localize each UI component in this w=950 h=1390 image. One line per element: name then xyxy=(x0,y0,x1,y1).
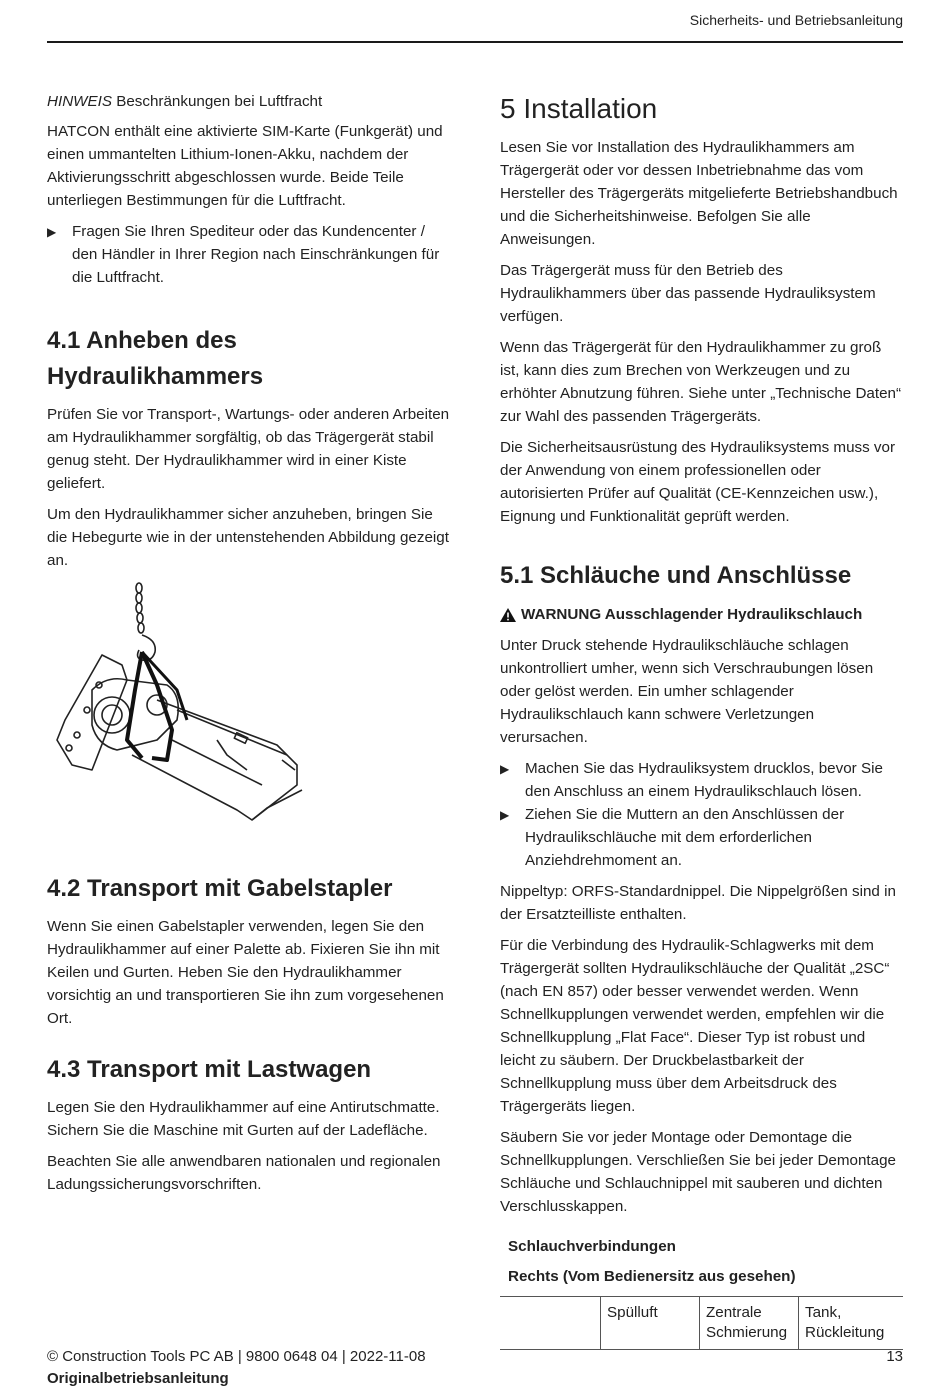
footer-doc-type: Originalbetriebsanleitung xyxy=(47,1370,229,1387)
triangle-bullet-icon: ▶ xyxy=(500,808,510,822)
table-row xyxy=(500,1297,903,1350)
notice-title-text: Beschränkungen bei Luftfracht xyxy=(111,93,323,110)
warning-title-text: WARNUNG Ausschlagender Hydraulikschlauch xyxy=(521,606,863,623)
page-number: 13 xyxy=(886,1348,903,1365)
header-title: Sicherheits- und Betriebsanleitung xyxy=(689,12,903,28)
notice-title xyxy=(47,90,452,113)
notice-bullet-text: Fragen Sie Ihren Spediteur oder das Kundencenter / den Händler in Ihrer Region nach Einschränkungen für die Luftfracht. xyxy=(72,223,440,286)
warning-title xyxy=(500,604,903,626)
warning-bullet-1 xyxy=(500,757,903,803)
section-5-paragraph-1: Lesen Sie vor Installation des Hydraulikhammers am Trägergerät oder vor dessen Inbetriebnahme das vom Hersteller des Trägergeräts mitgelieferte Betriebshandbuch und die Sicherheitshinweise. Befolgen Sie alle Anweisungen. xyxy=(500,139,898,248)
table-cell: Zentrale Schmierung xyxy=(700,1297,799,1350)
nipple-type-paragraph: Nippeltyp: ORFS-Standardnippel. Die Nippelgrößen sind in der Ersatzteilliste enthalten. xyxy=(500,883,896,923)
footer-copyright: © Construction Tools PC AB | 9800 0648 04 | 2022-11-08 xyxy=(47,1348,426,1365)
section-5-paragraph-4: Die Sicherheitsausrüstung des Hydrauliksystems muss vor der Anwendung von einem professionellen oder autorisierten Prüfer auf Qualität (CE-Kennzeichen usw.), Eignung und Funktionalität geprüft werden. xyxy=(500,439,896,525)
hammer-lifting-illustration xyxy=(47,580,317,840)
notice-body: HATCON enthält eine aktivierte SIM-Karte (Funkgerät) und einen ummantelten Lithium-Ionen-Akku, nachdem der Aktivierungsschritt abgeschlossen wurde. Beide Teile unterliegen Bestimmungen für die Luftfracht. xyxy=(47,123,443,209)
section-5-paragraph-2: Das Trägergerät muss für den Betrieb des Hydraulikhammers über das passende Hydrauliksystem verfügen. xyxy=(500,262,876,325)
table-subtitle: Rechts (Vom Bedienersitz aus gesehen) xyxy=(508,1268,796,1285)
section-4-1-paragraph-1: Prüfen Sie vor Transport-, Wartungs- oder anderen Arbeiten am Hydraulikhammer sorgfältig, ob das Trägergerät stabil genug steht. Der Hydraulikhammer wird in einer Kiste geliefert. xyxy=(47,406,450,492)
left-column xyxy=(47,90,452,1204)
hose-connections-table xyxy=(500,1296,903,1350)
section-4-1-paragraph-2: Um den Hydraulikhammer sicher anzuheben, bringen Sie die Hebegurte wie in der untenstehenden Abbildung gezeigt an. xyxy=(47,506,449,569)
footer-left xyxy=(47,1346,426,1390)
table-cell: Tank, Rückleitung xyxy=(799,1297,904,1350)
warning-bullet-1-text: Machen Sie das Hydrauliksystem drucklos, bevor Sie den Anschluss an einem Hydraulikschlauch lösen. xyxy=(525,760,883,800)
section-5-paragraph-3: Wenn das Trägergerät für den Hydraulikhammer zu groß ist, kann dies zum Brechen von Werkzeugen und zu erhöhter Abnutzung führen. Siehe unter „Technische Daten“ zur Wahl des passenden Trägergeräts. xyxy=(500,339,902,425)
section-4-2-heading: 4.2 Transport mit Gabelstapler xyxy=(47,875,393,902)
section-4-3-paragraph-2: Beachten Sie alle anwendbaren nationalen und regionalen Ladungssicherungsvorschriften. xyxy=(47,1153,441,1193)
section-4-2-paragraph: Wenn Sie einen Gabelstapler verwenden, legen Sie den Hydraulikhammer auf einer Palette ab. Fixieren Sie ihn mit Keilen und Gurten. Heben Sie den Hydraulikhammer vorsichtig an und transportieren Sie ihn zum vorgesehenen Ort. xyxy=(47,918,444,1027)
section-4-3-paragraph-1: Legen Sie den Hydraulikhammer auf eine Antirutschmatte. Sichern Sie die Maschine mit Gurten auf der Ladefläche. xyxy=(47,1099,440,1139)
section-4-1-heading: 4.1 Anheben des Hydraulikhammers xyxy=(47,327,264,390)
triangle-bullet-icon: ▶ xyxy=(500,762,510,776)
section-5-1-heading: 5.1 Schläuche und Anschlüsse xyxy=(500,562,852,589)
warning-bullet-2-text: Ziehen Sie die Muttern an den Anschlüssen der Hydraulikschläuche mit dem erforderlichen Anziehdrehmoment an. xyxy=(525,806,845,869)
table-cell: Spülluft xyxy=(601,1297,700,1350)
page-header xyxy=(47,0,903,43)
hose-connection-paragraph: Für die Verbindung des Hydraulik-Schlagwerks mit dem Trägergerät sollten Hydraulikschläuche der Qualität „2SC“ (nach EN 857) oder besser verwendet werden. Wenn Schnellkupplungen verwendet werden, empfehlen wir die Schnellkupplung „Flat Face“. Dieser Typ ist robust und leicht zu säubern. Der Druckbelastbarkeit der Schnellkupplung muss über dem Arbeitsdruck des Trägergeräts liegen. xyxy=(500,937,890,1115)
section-4-3-heading: 4.3 Transport mit Lastwagen xyxy=(47,1056,372,1083)
right-column xyxy=(500,90,903,1350)
section-5-heading: 5 Installation xyxy=(500,93,658,124)
cleaning-paragraph: Säubern Sie vor jeder Montage oder Demontage die Schnellkupplungen. Verschließen Sie bei jeder Demontage Schläuche und Schlauchnippel mit sauberen und dichten Verschlusskappen. xyxy=(500,1129,896,1215)
triangle-bullet-icon: ▶ xyxy=(47,225,57,239)
table-title: Schlauchverbindungen xyxy=(508,1238,676,1255)
warning-body: Unter Druck stehende Hydraulikschläuche schlagen unkontrolliert umher, wenn sich Verschraubungen lösen oder gelöst werden. Ein umher schlagender Hydraulikschlauch kann schwere Verletzungen verursachen. xyxy=(500,637,874,746)
warning-bullet-2 xyxy=(500,803,903,872)
notice-bullet xyxy=(47,220,452,289)
warning-triangle-icon xyxy=(500,608,516,622)
table-cell xyxy=(500,1297,601,1350)
notice-label: HINWEIS xyxy=(47,93,112,110)
